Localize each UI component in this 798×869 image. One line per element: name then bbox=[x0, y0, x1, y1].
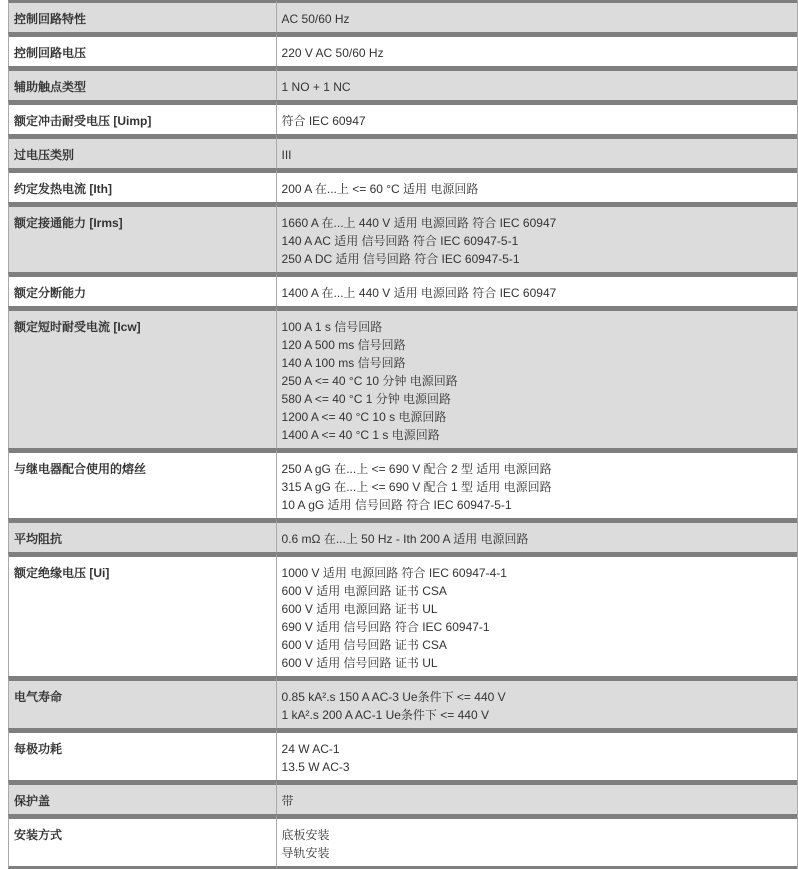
spec-value bbox=[276, 306, 797, 448]
spec-row bbox=[8, 100, 797, 134]
spec-value-line: 250 A gG 在...上 <= 690 V 配合 2 型 适用 电源回路 bbox=[281, 462, 552, 476]
spec-row bbox=[8, 32, 797, 66]
spec-value-line: 1200 A <= 40 °C 10 s 电源回路 bbox=[281, 410, 447, 424]
spec-row bbox=[8, 306, 797, 448]
spec-value-line: 315 A gG 在...上 <= 690 V 配合 1 型 适用 电源回路 bbox=[281, 480, 552, 494]
spec-label: 额定接通能力 [Irms] bbox=[8, 202, 276, 272]
spec-label: 过电压类别 bbox=[8, 134, 276, 168]
spec-value-line: 120 A 500 ms 信号回路 bbox=[281, 338, 406, 352]
spec-value-line: 导轨安装 bbox=[281, 846, 330, 860]
spec-value-line: AC 50/60 Hz bbox=[281, 12, 350, 26]
spec-value-line: 140 A AC 适用 信号回路 符合 IEC 60947-5-1 bbox=[281, 234, 519, 248]
spec-value-line: 600 V 适用 信号回路 证书 UL bbox=[281, 656, 438, 670]
spec-value-line: 100 A 1 s 信号回路 bbox=[281, 320, 383, 334]
spec-value-line: 140 A 100 ms 信号回路 bbox=[281, 356, 406, 370]
spec-value-line: 1 NO + 1 NC bbox=[281, 80, 351, 94]
spec-label: 电气寿命 bbox=[8, 676, 276, 728]
spec-value-line: 250 A <= 40 °C 10 分钟 电源回路 bbox=[281, 374, 458, 388]
spec-value-line: 600 V 适用 电源回路 证书 CSA bbox=[281, 584, 447, 598]
spec-value bbox=[276, 66, 797, 100]
spec-value bbox=[276, 814, 797, 869]
spec-value-line: 600 V 适用 电源回路 证书 UL bbox=[281, 602, 438, 616]
spec-label: 控制回路电压 bbox=[8, 32, 276, 66]
spec-row bbox=[8, 780, 797, 814]
spec-value-line: 220 V AC 50/60 Hz bbox=[281, 46, 384, 60]
spec-label: 额定短时耐受电流 [Icw] bbox=[8, 306, 276, 448]
spec-row bbox=[8, 676, 797, 728]
spec-row bbox=[8, 518, 797, 552]
spec-value-line: 符合 IEC 60947 bbox=[281, 114, 366, 128]
spec-value bbox=[276, 168, 797, 202]
spec-value-line: 1000 V 适用 电源回路 符合 IEC 60947-4-1 bbox=[281, 566, 507, 580]
spec-value bbox=[276, 780, 797, 814]
spec-label: 额定分断能力 bbox=[8, 272, 276, 306]
spec-value-line: 10 A gG 适用 信号回路 符合 IEC 60947-5-1 bbox=[281, 498, 512, 512]
spec-value-line: 1400 A <= 40 °C 1 s 电源回路 bbox=[281, 428, 440, 442]
spec-row bbox=[8, 0, 797, 32]
spec-row bbox=[8, 134, 797, 168]
spec-row bbox=[8, 272, 797, 306]
spec-row bbox=[8, 202, 797, 272]
spec-label: 约定发热电流 [Ith] bbox=[8, 168, 276, 202]
spec-value bbox=[276, 0, 797, 32]
spec-value-line: III bbox=[281, 148, 292, 162]
spec-value bbox=[276, 448, 797, 518]
spec-label: 辅助触点类型 bbox=[8, 66, 276, 100]
spec-value bbox=[276, 518, 797, 552]
spec-value bbox=[276, 552, 797, 676]
spec-row bbox=[8, 552, 797, 676]
spec-label: 额定冲击耐受电压 [Uimp] bbox=[8, 100, 276, 134]
spec-value-line: 250 A DC 适用 信号回路 符合 IEC 60947-5-1 bbox=[281, 252, 520, 266]
spec-label: 控制回路特性 bbox=[8, 0, 276, 32]
spec-label: 平均阻抗 bbox=[8, 518, 276, 552]
spec-value bbox=[276, 202, 797, 272]
spec-value-line: 0.85 kA².s 150 A AC-3 Ue条件下 <= 440 V bbox=[281, 690, 506, 704]
spec-label: 安装方式 bbox=[8, 814, 276, 869]
spec-label: 额定绝缘电压 [Ui] bbox=[8, 552, 276, 676]
spec-value bbox=[276, 100, 797, 134]
spec-value-line: 1400 A 在...上 440 V 适用 电源回路 符合 IEC 60947 bbox=[281, 286, 557, 300]
spec-value-line: 0.6 mΩ 在...上 50 Hz - Ith 200 A 适用 电源回路 bbox=[281, 532, 529, 546]
spec-value bbox=[276, 272, 797, 306]
spec-value bbox=[276, 676, 797, 728]
spec-value-line: 690 V 适用 信号回路 符合 IEC 60947-1 bbox=[281, 620, 490, 634]
spec-value-line: 1 kA².s 200 A AC-1 Ue条件下 <= 440 V bbox=[281, 708, 489, 722]
spec-value-line: 200 A 在...上 <= 60 °C 适用 电源回路 bbox=[281, 182, 479, 196]
spec-value-line: 底板安装 bbox=[281, 828, 330, 842]
spec-value-line: 1660 A 在...上 440 V 适用 电源回路 符合 IEC 60947 bbox=[281, 216, 557, 230]
spec-value-line: 带 bbox=[281, 794, 294, 808]
spec-row bbox=[8, 814, 797, 869]
spec-row bbox=[8, 728, 797, 780]
spec-value-line: 580 A <= 40 °C 1 分钟 电源回路 bbox=[281, 392, 452, 406]
spec-row bbox=[8, 66, 797, 100]
spec-value bbox=[276, 134, 797, 168]
spec-value bbox=[276, 728, 797, 780]
spec-value-line: 600 V 适用 信号回路 证书 CSA bbox=[281, 638, 447, 652]
spec-value-line: 13.5 W AC-3 bbox=[281, 760, 350, 774]
spec-label: 保护盖 bbox=[8, 780, 276, 814]
spec-table bbox=[8, 0, 798, 869]
spec-label: 每极功耗 bbox=[8, 728, 276, 780]
spec-row bbox=[8, 448, 797, 518]
spec-value bbox=[276, 32, 797, 66]
spec-table-body bbox=[8, 0, 797, 869]
spec-label: 与继电器配合使用的熔丝 bbox=[8, 448, 276, 518]
spec-row bbox=[8, 168, 797, 202]
spec-value-line: 24 W AC-1 bbox=[281, 742, 340, 756]
